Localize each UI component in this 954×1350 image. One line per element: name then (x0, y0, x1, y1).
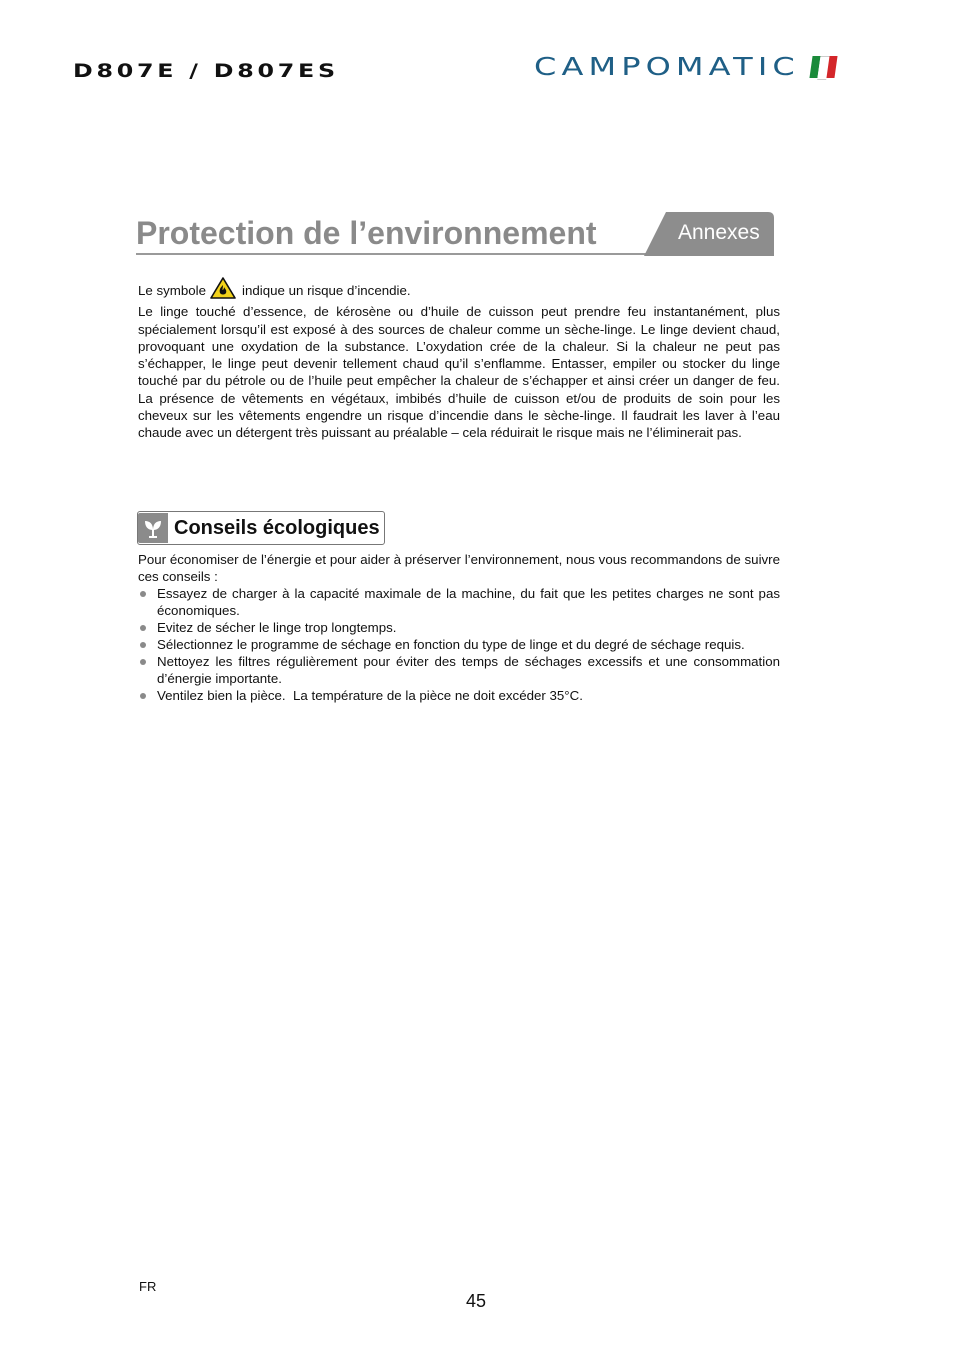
list-item (138, 687, 780, 704)
language-code: FR (139, 1279, 157, 1294)
section-tab (644, 212, 774, 256)
bullet-icon (140, 693, 146, 699)
bullet-icon (140, 591, 146, 597)
leaf-icon (138, 513, 168, 543)
fire-warning-icon (210, 277, 236, 303)
list-item (138, 585, 780, 619)
section-title-bar (136, 212, 774, 256)
tip-text: Ventilez bien la pièce. La température de la pièce ne doit excéder 35°C. (157, 688, 583, 703)
model-number: D807E / D807ES (73, 60, 339, 82)
title-underline (136, 253, 656, 255)
tip-text: Evitez de sécher le linge trop longtemps. (157, 620, 397, 635)
page-title: Protection de l’environnement (136, 215, 597, 251)
eco-section-heading (137, 511, 385, 545)
eco-tips-list (138, 585, 780, 704)
list-item (138, 619, 780, 636)
fire-warning-body: Le linge touché d’essence, de kérosène ou d’huile de cuisson peut prendre feu instantanément, plus spécialement lorsqu’il est exposé à des sources de chaleur comme un sèche-linge. Le linge devient chaud, provoquant une oxydation de la substance. L’oxydation crée de la chaleur. Si la chaleur ne peut pas s’échapper, le linge peut devenir tellement chaud qu’il s’enflamme. Entasser, empiler ou stocker du linge touché par du pétrole ou de l’huile peut empêcher la chaleur de s’échapper et ainsi créer un danger de feu. La présence de vêtements en végétaux, imbibés d’huile de cuisson et/ou de produits de soin pour les cheveux sur les vêtements engendre un risque d’incendie dans le sèche-linge. Il faudrait les laver à l’eau chaude avec un détergent très puissant au préalable – cela réduirait le risque mais ne l’éliminerait pas. (138, 304, 780, 441)
tip-text: Nettoyez les filtres régulièrement pour éviter des temps de séchages excessifs et une consommation d’énergie importante. (157, 654, 780, 686)
tab-label: Annexes (678, 221, 760, 244)
page-number: 45 (466, 1291, 487, 1311)
list-item (138, 653, 780, 687)
tip-text: Sélectionnez le programme de séchage en fonction du type de linge et du degré de séchage requis. (157, 637, 745, 652)
symbol-intro-after: indique un risque d’incendie. (242, 283, 411, 298)
tip-text: Essayez de charger à la capacité maximale de la machine, du fait que les petites charges ne sont pas économiques. (157, 586, 780, 618)
brand-logo (534, 52, 800, 81)
symbol-intro-before: Le symbole (138, 283, 206, 298)
bullet-icon (140, 625, 146, 631)
brand-name: CAMPOMATIC (534, 52, 800, 81)
bullet-icon (140, 659, 146, 665)
italian-flag-icon (809, 56, 837, 78)
fire-warning-paragraph (138, 277, 780, 442)
bullet-icon (140, 642, 146, 648)
eco-heading: Conseils écologiques (174, 516, 380, 539)
list-item (138, 636, 780, 653)
eco-intro: Pour économiser de l’énergie et pour aider à préserver l’environnement, nous vous recommandons de suivre ces conseils : (138, 552, 780, 584)
